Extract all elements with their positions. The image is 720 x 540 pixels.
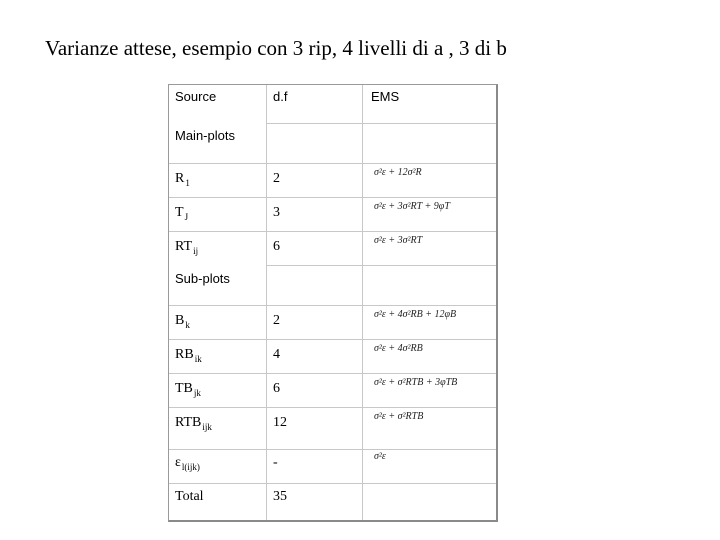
row-divider [169, 231, 496, 232]
row-df: 2 [273, 171, 280, 186]
row-df: - [273, 455, 278, 470]
row-source: $B_k$ [175, 313, 190, 330]
row-source: $\varepsilon_{l(ijk)}$ [175, 455, 200, 472]
row-divider [169, 407, 496, 408]
row-divider [266, 123, 496, 124]
row-divider [169, 163, 496, 164]
row-divider [169, 373, 496, 374]
column-divider [362, 85, 363, 520]
row-ems: σ²ε + 4σ²RB [374, 343, 423, 354]
row-df: 35 [273, 489, 287, 504]
row-ems: σ²ε [374, 451, 386, 462]
row-divider [169, 339, 496, 340]
row-df: 4 [273, 347, 280, 362]
row-ems: σ²ε + 3σ²RT + 9φT [374, 201, 450, 212]
row-divider [169, 483, 496, 484]
section-sub-plots: Sub-plots [175, 271, 230, 286]
row-source: Total [175, 489, 204, 504]
row-ems: σ²ε + σ²RTB + 3φTB [374, 377, 458, 388]
row-ems: σ²ε + σ²RTB [374, 411, 424, 422]
row-source: $R_1$ [175, 171, 190, 188]
header-ems: EMS [371, 89, 400, 104]
header-source: Source [175, 89, 217, 104]
page-title: Varianze attese, esempio con 3 rip, 4 livelli di a , 3 di b [45, 36, 507, 60]
row-df: 12 [273, 415, 287, 430]
row-ems: σ²ε + 4σ²RB + 12φB [374, 309, 457, 320]
header-df: d.f [273, 89, 288, 104]
row-divider [169, 305, 496, 306]
row-source: $RT_{ij}$ [175, 239, 199, 256]
row-divider [266, 265, 496, 266]
row-source: $T_J$ [175, 205, 189, 222]
row-df: 3 [273, 205, 280, 220]
row-source: $TB_{jk}$ [175, 381, 201, 398]
row-divider [169, 449, 496, 450]
row-source: $RTB_{ijk}$ [175, 415, 212, 432]
row-ems: σ²ε + 12σ²R [374, 167, 422, 178]
row-df: 6 [273, 239, 280, 254]
row-ems: σ²ε + 3σ²RT [374, 235, 423, 246]
column-divider [266, 85, 267, 520]
row-source: $RB_{ik}$ [175, 347, 202, 364]
section-main-plots: Main-plots [175, 128, 235, 143]
anova-table [168, 84, 498, 522]
row-df: 6 [273, 381, 280, 396]
row-df: 2 [273, 313, 280, 328]
row-divider [169, 197, 496, 198]
